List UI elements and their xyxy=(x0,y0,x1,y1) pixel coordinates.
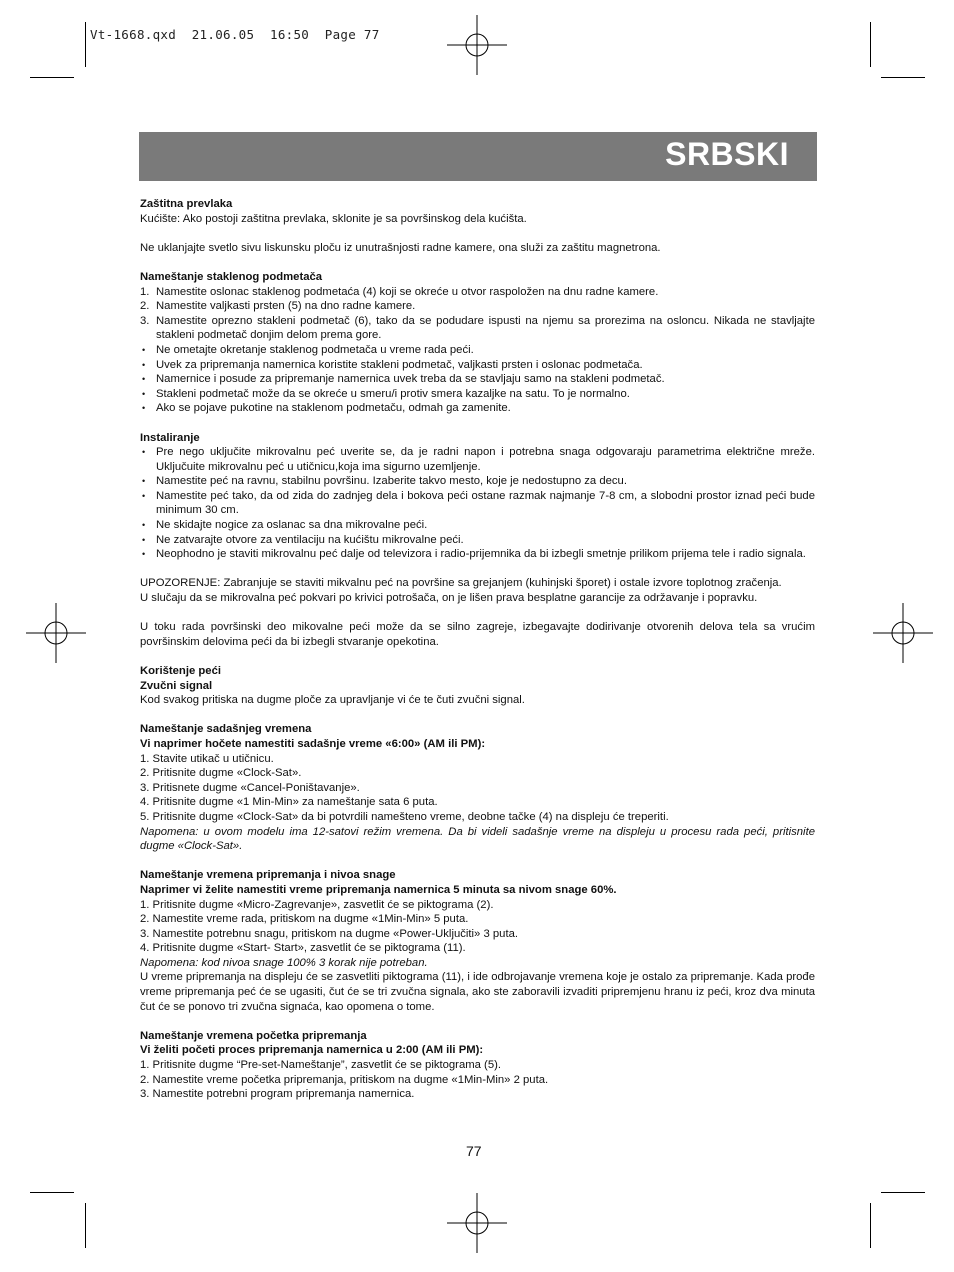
crop-mark xyxy=(881,77,925,78)
section-heading: Nameštanje vremena početka pripremanja xyxy=(140,1029,367,1042)
section-heading: Zaštitna prevlaka xyxy=(140,198,233,210)
bullet-icon: • xyxy=(142,403,146,414)
paragraph: U toku rada površinski deo mikovalne peći može da se silno zagreje, izbegavajte dodirivanje otvorenih delova tela sa vrućim površinskim delovima peći da bi izbegli stvaranje opekotina. xyxy=(140,621,815,648)
crop-mark xyxy=(30,77,74,78)
step-line: 3. Pritisnete dugme «Cancel-Poništavanje». xyxy=(140,781,360,794)
subsection-heading: Naprimer vi želite namestiti vreme pripremanja namernica 5 minuta sa nivom snage 60%. xyxy=(140,883,617,896)
paragraph: U slučaju da se mikrovalna peć pokvari po krivici potrošača, on je lišen prava besplatne garancije za održavanje i popravku. xyxy=(140,592,758,605)
step-line: 2. Namestite vreme rada, pritiskom na dugme «1Min-Min» 5 puta. xyxy=(140,913,469,926)
bullet-icon: • xyxy=(142,520,146,531)
bullet-icon: • xyxy=(142,549,146,560)
print-slug: Vt-1668.qxd 21.06.05 16:50 Page 77 xyxy=(90,27,380,42)
subsection-heading: Vi naprimer hočete namestiti sadašnje vreme «6:00» (AM ili PM): xyxy=(140,737,486,750)
list-item: • Neophodno je staviti mikrovalnu peć dalje od televizora i radio-prijemnika da bi izbegli smetnje prilikom prijema tele i radio signala. xyxy=(142,548,806,561)
step-line: 3. Namestite potrebnu snagu, pritiskom na dugme «Power-Uključiti» 3 puta. xyxy=(140,927,519,940)
section-heading: Korištenje peći xyxy=(140,665,221,677)
section-heading: Nameštanje staklenog podmetača xyxy=(140,270,323,283)
registration-mark-icon xyxy=(447,15,507,75)
registration-mark-icon xyxy=(873,603,933,663)
bullet-icon: • xyxy=(142,476,146,487)
language-banner xyxy=(139,132,817,181)
bullet-icon: • xyxy=(142,359,146,370)
list-item: 2. Namestite valjkasti prsten (5) na dno radne kamere. xyxy=(140,300,416,313)
bullet-icon: • xyxy=(142,374,146,385)
step-line: 4. Pritisnite dugme «Start- Start», zasvetlit će se piktograma (11). xyxy=(140,942,466,955)
list-item: • Ne skidajte nogice za oslanac sa dna mikrovalne peći. xyxy=(142,519,428,532)
paragraph: U vreme pripremanja na displeju će se zasvetliti piktograma (11), i ide odbrojavanje vremena koje je ostalo za pripremanje. Kada prođe vreme pripremanja peć će se ugasiti, čut će se tri zvučna signala, ako ste zaboravili izvaditi pripremjenu hranu iz peći, kroz dva minuta čut će se ponovo tri zvučna signaća, kao opomena o tome. xyxy=(140,971,815,1013)
crop-mark xyxy=(870,22,871,67)
manual-content xyxy=(140,197,815,1102)
list-item: • Uvek za pripremanja namernica koristite stakleni podmetač, valjkasti prsten i oslonac podmetača. xyxy=(142,358,643,371)
section-heading: Nameštanje sadašnjeg vremena xyxy=(140,723,312,736)
page-number: 77 xyxy=(466,1143,482,1159)
bullet-icon: • xyxy=(142,388,146,399)
crop-mark xyxy=(870,1203,871,1248)
list-item: • Stakleni podmetač može da se okreće u smeru/i protiv smera kazaljke na satu. To je normalno. xyxy=(142,387,630,400)
paragraph: Kućište: Ako postoji zaštitna prevlaka, sklonite je sa površinskog dela kućišta. xyxy=(140,212,527,225)
bullet-list xyxy=(140,343,815,416)
step-line: 1. Pritisnite dugme “Pre-set-Nameštanje”, zasvetlit će se piktograma (5). xyxy=(140,1059,502,1072)
crop-mark xyxy=(85,22,86,67)
paragraph: Kod svakog pritiska na dugme ploče za upravljanje vi će te čuti zvučni signal. xyxy=(140,694,525,707)
section-heading: Instaliranje xyxy=(140,431,200,444)
crop-mark xyxy=(30,1192,74,1193)
step-line: 5. Pritisnite dugme «Clock-Sat» da bi potvrdili namešteno vreme, deobne tačke (4) na displeju će treperiti. xyxy=(140,810,669,823)
subsection-heading: Vi želiti početi proces pripremanja namernica u 2:00 (AM ili PM): xyxy=(140,1044,484,1057)
note: Napomena: kod nivoa snage 100% 3 korak nije potreban. xyxy=(140,956,428,969)
step-line: 2. Pritisnite dugme «Clock-Sat». xyxy=(140,767,302,780)
banner-title: SRBSKI xyxy=(665,136,789,172)
list-item: • Pre nego uključite mikrovalnu peć uverite se, da je radni napon i potrebna snaga odgovaraju parametrima električne mreže. Uključuite mikrovalnu peć u utičnicu,koja ima sigurno uzemljenje. xyxy=(142,446,815,473)
registration-mark-icon xyxy=(26,603,86,663)
bullet-icon: • xyxy=(142,344,146,355)
registration-mark-icon xyxy=(447,1193,507,1253)
bullet-icon: • xyxy=(142,447,146,458)
list-item: • Ako se pojave pukotine na staklenom podmetaču, odmah ga zamenite. xyxy=(142,402,511,415)
list-item: • Namestite peć na ravnu, stabilnu površinu. Izaberite takvo mesto, koje je nedostupno za decu. xyxy=(142,475,627,488)
numbered-list xyxy=(140,285,815,343)
subsection-heading: Zvučni signal xyxy=(140,679,213,692)
step-line: 1. Pritisnite dugme «Micro-Zagrevanje», zasvetlit će se piktograma (2). xyxy=(140,898,494,911)
list-item: • Ne ometajte okretanje staklenog podmetača u vreme rada peći. xyxy=(142,343,474,356)
step-line: 1. Stavite utikač u utičnicu. xyxy=(140,752,274,765)
step-line: 3. Namestite potrebni program pripremanja namernica. xyxy=(140,1088,415,1101)
bullet-icon: • xyxy=(142,534,146,545)
step-line: 2. Namestite vreme početka pripremanja, pritiskom na dugme «1Min-Min» 2 puta. xyxy=(140,1073,549,1086)
list-item: • Namernice i posude za pripremanje namernica uvek treba da se stavljaju samo na stakleni podmetač. xyxy=(142,373,665,386)
bullet-list xyxy=(140,445,815,562)
step-line: 4. Pritisnite dugme «1 Min-Min» za nameštanje sata 6 puta. xyxy=(140,796,438,809)
paragraph: Ne uklanjajte svetlo sivu liskunsku ploču iz unutrašnjosti radne kamere, ona služi za zaštitu magnetrona. xyxy=(140,241,661,254)
warning-paragraph: UPOZORENJE: Zabranjuje se staviti mikvalnu peć na površine sa grejanjem (kuhinjski šporet) i ostale izvore toplotnog zračenja. xyxy=(140,577,782,590)
list-item: 3. Namestite oprezno stakleni podmetač (6), tako da se podudare ispusti na njemu sa prorezima na osloncu. Nikada ne stavljajte stakleni podmetač donjim delom prema gore. xyxy=(140,314,815,342)
list-item: • Namestite peć tako, da od zida do zadnjeg dela i bokova peći ostane razmak najmanje 7-8 cm, a slobodni prostor iznad peći bude minimum 30 cm. xyxy=(142,489,815,517)
list-item: • Ne zatvarajte otvore za ventilaciju na kućištu mikrovalne peći. xyxy=(142,533,464,546)
crop-mark xyxy=(85,1203,86,1248)
bullet-icon: • xyxy=(142,490,146,501)
section-heading: Nameštanje vremena pripremanja i nivoa snage xyxy=(140,869,396,882)
note: Napomena: u ovom modelu ima 12-satovi režim vremena. Da bi videli sadašnje vreme na displeju u procesu rada peći, pritisnite dugme «Clock-Sat». xyxy=(140,825,815,853)
crop-mark xyxy=(881,1192,925,1193)
list-item: 1. Namestite oslonac staklenog podmetaća (4) koji se okreće u otvor raspoložen na dnu radne kamere. xyxy=(140,285,659,298)
